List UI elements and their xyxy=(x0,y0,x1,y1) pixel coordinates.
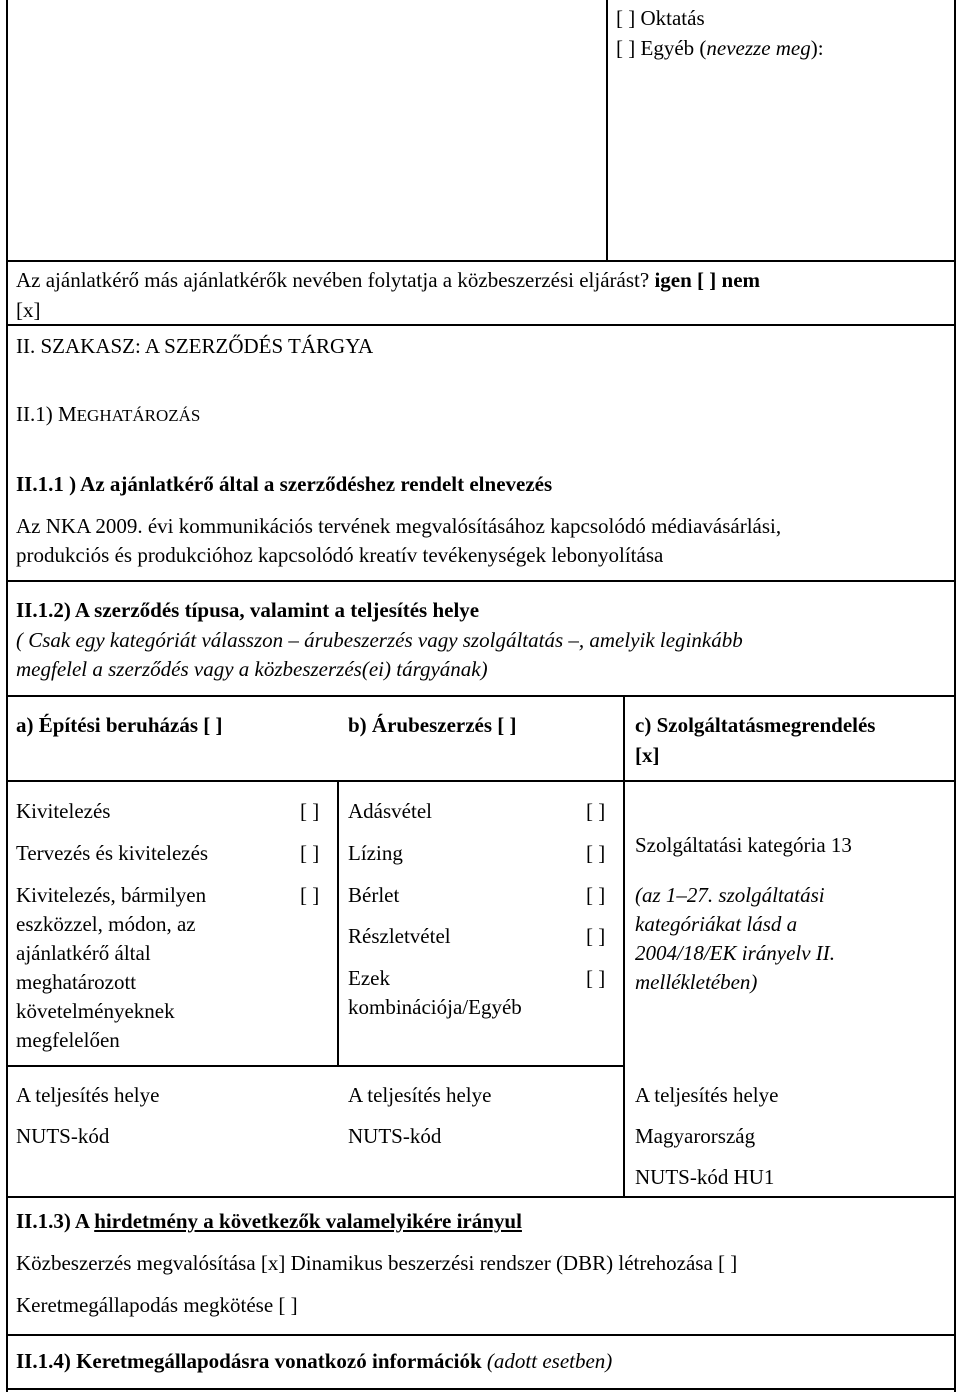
place-c-value: Magyarország xyxy=(635,1124,756,1148)
place-a-nuts: NUTS-kód xyxy=(16,1124,110,1148)
option-egyeb-italic: nevezze meg xyxy=(706,36,811,60)
col-b-item-checkbox: [ ] xyxy=(586,883,606,907)
option-egyeb-suffix: ): xyxy=(810,36,824,60)
col-c-service-category: Szolgáltatási kategória 13 xyxy=(635,833,852,857)
option-egyeb-prefix: [ ] Egyéb ( xyxy=(616,36,707,60)
joint-procurement-bottom-border xyxy=(7,324,956,326)
col-a-item-checkbox: [ ] xyxy=(300,799,320,823)
contract-name-heading: II.1.1 ) Az ajánlatkérő által a szerződéshez rendelt elnevezés xyxy=(16,472,553,496)
top-box-bottom-border xyxy=(7,260,956,262)
col-b-item-label: Adásvétel xyxy=(348,799,432,823)
place-c-label: A teljesítés helye xyxy=(635,1083,779,1107)
col-c-left-border xyxy=(623,695,625,1197)
joint-procurement-text: Az ajánlatkérő más ajánlatkérők nevében folytatja a közbeszerzési eljárást? xyxy=(16,268,650,292)
col-b-item-checkbox: [ ] xyxy=(586,799,606,823)
contract-name-value-line2: produkciós és produkcióhoz kapcsolódó kreatív tevékenységek lebonyolítása xyxy=(16,543,664,567)
notice-concerns-heading-prefix: II.1.3) A xyxy=(16,1209,95,1233)
col-a-item-label: Kivitelezés, bármilyen eszközzel, módon, az ajánlatkérő által meghatározott követelményeknek megfelelően xyxy=(16,883,207,1052)
col-b-item-checkbox: [ ] xyxy=(586,966,606,990)
place-c-nuts: NUTS-kód HU1 xyxy=(635,1165,775,1189)
col-a-header: a) Építési beruházás [ ] xyxy=(16,713,223,737)
top-right-box-left-border xyxy=(606,0,608,262)
joint-procurement-question xyxy=(16,266,760,294)
contract-name-value-line1: Az NKA 2009. évi kommunikációs tervének megvalósításához kapcsolódó médiavásárlási, xyxy=(16,514,782,538)
notice-concerns-heading xyxy=(16,1207,522,1235)
col-b-item-label: Részletvétel xyxy=(348,924,451,948)
place-a-label: A teljesítés helye xyxy=(16,1083,160,1107)
notice-concerns-heading-underlined: hirdetmény a következők valamelyikére irányul xyxy=(94,1209,522,1233)
subsection-prefix: II.1) M xyxy=(16,402,77,426)
contract-type-note-line1: ( Csak egy kategóriát válasszon – árubeszerzés vagy szolgáltatás –, amelyik leginkább xyxy=(16,628,743,652)
option-oktatas: [ ] Oktatás xyxy=(616,6,705,30)
col-c-category-note: (az 1–27. szolgáltatási kategóriákat lásd a 2004/18/EK irányelv II. mellékletében) xyxy=(635,883,836,994)
contract-type-heading: II.1.2) A szerződés típusa, valamint a teljesítés helye xyxy=(16,598,480,622)
page-bottom-border xyxy=(7,1388,956,1390)
option-egyeb xyxy=(616,34,824,62)
header-row-bottom-border xyxy=(7,780,956,782)
notice-concerns-line2: Keretmegállapodás megkötése [ ] xyxy=(16,1293,298,1317)
items-row-bottom-border xyxy=(7,1065,624,1067)
col-b-item-checkbox: [ ] xyxy=(586,924,606,948)
contract-type-note-line2: megfelel a szerződés vagy a közbeszerzés(ei) tárgyának) xyxy=(16,657,488,681)
contract-name-bottom-border xyxy=(7,580,956,582)
subsection-smallcaps: EGHATÁROZÁS xyxy=(76,406,201,425)
notice-concerns-bottom-border xyxy=(7,1334,956,1336)
col-c-header-line2: [x] xyxy=(635,743,660,767)
place-b-nuts: NUTS-kód xyxy=(348,1124,442,1148)
col-b-item-label: Ezek kombinációja/Egyéb xyxy=(348,966,522,1019)
col-b-item-label: Lízing xyxy=(348,841,403,865)
col-a-item-label: Tervezés és kivitelezés xyxy=(16,841,209,865)
subsection-title xyxy=(16,400,200,430)
col-b-left-border xyxy=(337,781,339,1065)
col-a-item-checkbox: [ ] xyxy=(300,841,320,865)
col-b-item-checkbox: [ ] xyxy=(586,841,606,865)
col-b-header: b) Árubeszerzés [ ] xyxy=(348,713,517,737)
framework-info-heading-italic: (adott esetben) xyxy=(486,1349,613,1373)
place-row-bottom-border xyxy=(7,1196,956,1198)
framework-info-heading xyxy=(16,1347,612,1375)
type-note-bottom-border xyxy=(7,695,956,697)
col-a-item-checkbox: [ ] xyxy=(300,883,320,907)
place-b-label: A teljesítés helye xyxy=(348,1083,492,1107)
section-title: II. SZAKASZ: A SZERZŐDÉS TÁRGYA xyxy=(16,334,374,358)
col-c-header-line1: c) Szolgáltatásmegrendelés xyxy=(635,713,876,737)
joint-procurement-options: igen [ ] nem xyxy=(654,268,761,292)
framework-info-heading-bold: II.1.4) Keretmegállapodásra vonatkozó információk xyxy=(16,1349,482,1373)
col-b-item-label: Bérlet xyxy=(348,883,400,907)
joint-procurement-answer: [x] xyxy=(16,298,41,322)
col-a-item-label: Kivitelezés xyxy=(16,799,111,823)
notice-concerns-line1: Közbeszerzés megvalósítása [x] Dinamikus beszerzési rendszer (DBR) létrehozása [ ] xyxy=(16,1251,738,1275)
